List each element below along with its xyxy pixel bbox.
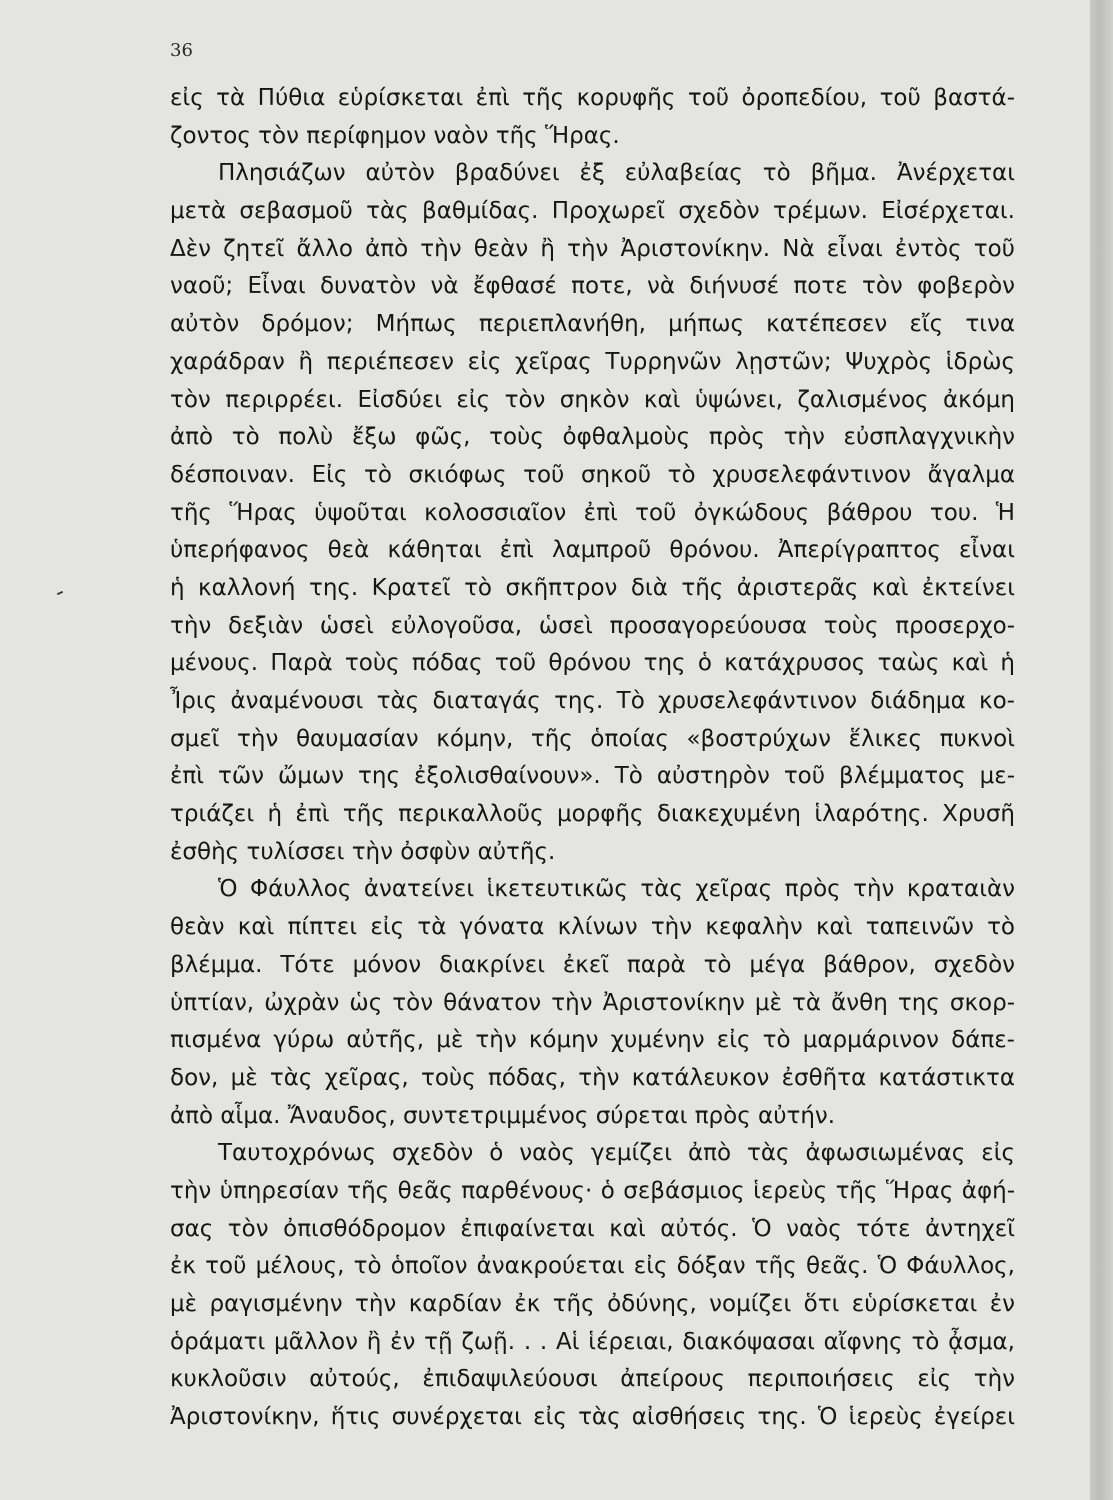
text-line: ἐκ τοῦ μέλους, τὸ ὁποῖον ἀνακρούεται εἰς δόξαν τῆς θεᾶς. Ὁ Φάυλλος, (170, 1253, 1015, 1280)
text-line: πισμένα γύρω αὐτῆς, μὲ τὴν κόμην χυμένην εἰς τὸ μαρμάρινον δάπε- (170, 1027, 1015, 1054)
text-line: ἐπὶ τῶν ὤμων της ἐξολισθαίνουν». Τὸ αὐστηρὸν τοῦ βλέμματος με- (170, 763, 1015, 790)
text-line: ἐσθὴς τυλίσσει τὴν ὀσφὺν αὐτῆς. (170, 838, 556, 865)
page-number: 36 (170, 40, 193, 61)
text-line: μὲ ραγισμένην τὴν καρδίαν ἐκ τῆς ὀδύνης, νομίζει ὅτι εὑρίσκεται ἐν (170, 1291, 1015, 1317)
text-line: Ἶρις ἀναμένουσι τὰς διαταγάς της. Τὸ χρυσελεφάντινον διάδημα κο- (170, 688, 1015, 714)
text-line: σμεῖ τὴν θαυμασίαν κόμην, τῆς ὁποίας «βοστρύχων ἕλικες πυκνοὶ (170, 725, 1015, 752)
text-line: ὁράματι μᾶλλον ἢ ἐν τῇ ζωῇ. . . Αἱ ἱέρειαι, διακόψασαι αἴφνης τὸ ᾆσμα, (170, 1328, 1015, 1355)
text-line: θεὰν καὶ πίπτει εἰς τὰ γόνατα κλίνων τὴν κεφαλὴν καὶ ταπεινῶν τὸ (170, 914, 1015, 941)
text-line: τριάζει ἡ ἐπὶ τῆς περικαλλοῦς μορφῆς διακεχυμένη ἱλαρότης. Χρυσῆ (170, 801, 1015, 828)
body-text (170, 80, 1015, 1437)
text-line: βλέμμα. Τότε μόνον διακρίνει ἐκεῖ παρὰ τὸ μέγα βάθρον, σχεδὸν (170, 951, 1015, 978)
text-line: τὴν ὑπηρεσίαν τῆς θεᾶς παρθένους· ὁ σεβάσμιος ἱερεὺς τῆς Ἥρας ἀφή- (170, 1177, 1015, 1204)
text-line: ναοῦ; Εἶναι δυνατὸν νὰ ἔφθασέ ποτε, νὰ διήνυσέ ποτε τὸν φοβερὸν (170, 273, 1015, 300)
text-line: τῆς Ἥρας ὑψοῦται κολοσσιαῖον ἐπὶ τοῦ ὀγκώδους βάθρου του. Ἡ (170, 499, 1015, 526)
text-line: τὸν περιρρέει. Εἰσδύει εἰς τὸν σηκὸν καὶ ὑψώνει, ζαλισμένος ἀκόμη (170, 386, 1015, 413)
text-line: ἀπὸ τὸ πολὺ ἔξω φῶς, τοὺς ὀφθαλμοὺς πρὸς τὴν εὐσπλαγχνικὴν (170, 424, 1015, 451)
text-line: κυκλοῦσιν αὐτούς, ἐπιδαψιλεύουσι ἀπείρους περιποιήσεις εἰς τὴν (170, 1366, 1015, 1393)
text-line: ὑπτίαν, ὠχρὰν ὡς τὸν θάνατον τὴν Ἀριστονίκην μὲ τὰ ἄνθη της σκορ- (170, 989, 1015, 1016)
text-line: Δὲν ζητεῖ ἄλλο ἀπὸ τὴν θεὰν ἢ τὴν Ἀριστονίκην. Νὰ εἶναι ἐντὸς τοῦ (170, 235, 1015, 262)
text-line: σας τὸν ὀπισθόδρομον ἐπιφαίνεται καὶ αὐτός. Ὁ ναὸς τότε ἀντηχεῖ (170, 1215, 1015, 1242)
page-edge-shadow (1090, 0, 1113, 1500)
text-line: Ἀριστονίκην, ἥτις συνέρχεται εἰς τὰς αἰσθήσεις της. Ὁ ἱερεὺς ἐγείρει (170, 1404, 1015, 1431)
text-line: χαράδραν ἢ περιέπεσεν εἰς χεῖρας Τυρρηνῶν λῃστῶν; Ψυχρὸς ἱδρὼς (170, 348, 1015, 375)
text-line: μένους. Παρὰ τοὺς πόδας τοῦ θρόνου της ὁ κατάχρυσος ταὼς καὶ ἡ (170, 650, 1015, 677)
text-line: αὐτὸν δρόμον; Μήπως περιεπλανήθη, μήπως κατέπεσεν εἴς τινα (170, 311, 1015, 338)
margin-mark (57, 591, 63, 595)
text-line: ζοντος τὸν περίφημον ναὸν τῆς Ἥρας. (170, 122, 620, 149)
text-line: δέσποιναν. Εἰς τὸ σκιόφως τοῦ σηκοῦ τὸ χρυσελεφάντινον ἄγαλμα (170, 461, 1015, 488)
text-line: Ταυτοχρόνως σχεδὸν ὁ ναὸς γεμίζει ἀπὸ τὰς ἀφωσιωμένας εἰς (218, 1140, 1015, 1167)
text-line: Πλησιάζων αὐτὸν βραδύνει ἐξ εὐλαβείας τὸ βῆμα. Ἀνέρχεται (218, 160, 1015, 187)
text-line: δον, μὲ τὰς χεῖρας, τοὺς πόδας, τὴν κατάλευκον ἐσθῆτα κατάστικτα (170, 1064, 1015, 1091)
text-line: μετὰ σεβασμοῦ τὰς βαθμίδας. Προχωρεῖ σχεδὸν τρέμων. Εἰσέρχεται. (170, 198, 1015, 225)
text-line: εἰς τὰ Πύθια εὑρίσκεται ἐπὶ τῆς κορυφῆς τοῦ ὀροπεδίου, τοῦ βαστά- (170, 85, 1015, 111)
text-line: ὑπερήφανος θεὰ κάθηται ἐπὶ λαμπροῦ θρόνου. Ἀπερίγραπτος εἶναι (170, 537, 1015, 564)
text-line: ἡ καλλονή της. Κρατεῖ τὸ σκῆπτρον διὰ τῆς ἀριστερᾶς καὶ ἐκτείνει (170, 574, 1015, 601)
text-line: τὴν δεξιὰν ὡσεὶ εὐλογοῦσα, ὡσεὶ προσαγορεύουσα τοὺς προσερχο- (170, 612, 1015, 639)
text-line: Ὁ Φάυλλος ἀνατείνει ἱκετευτικῶς τὰς χεῖρας πρὸς τὴν κραταιὰν (218, 876, 1015, 903)
text-line: ἀπὸ αἷμα. Ἄναυδος, συντετριμμένος σύρεται πρὸς αὐτήν. (170, 1102, 836, 1129)
